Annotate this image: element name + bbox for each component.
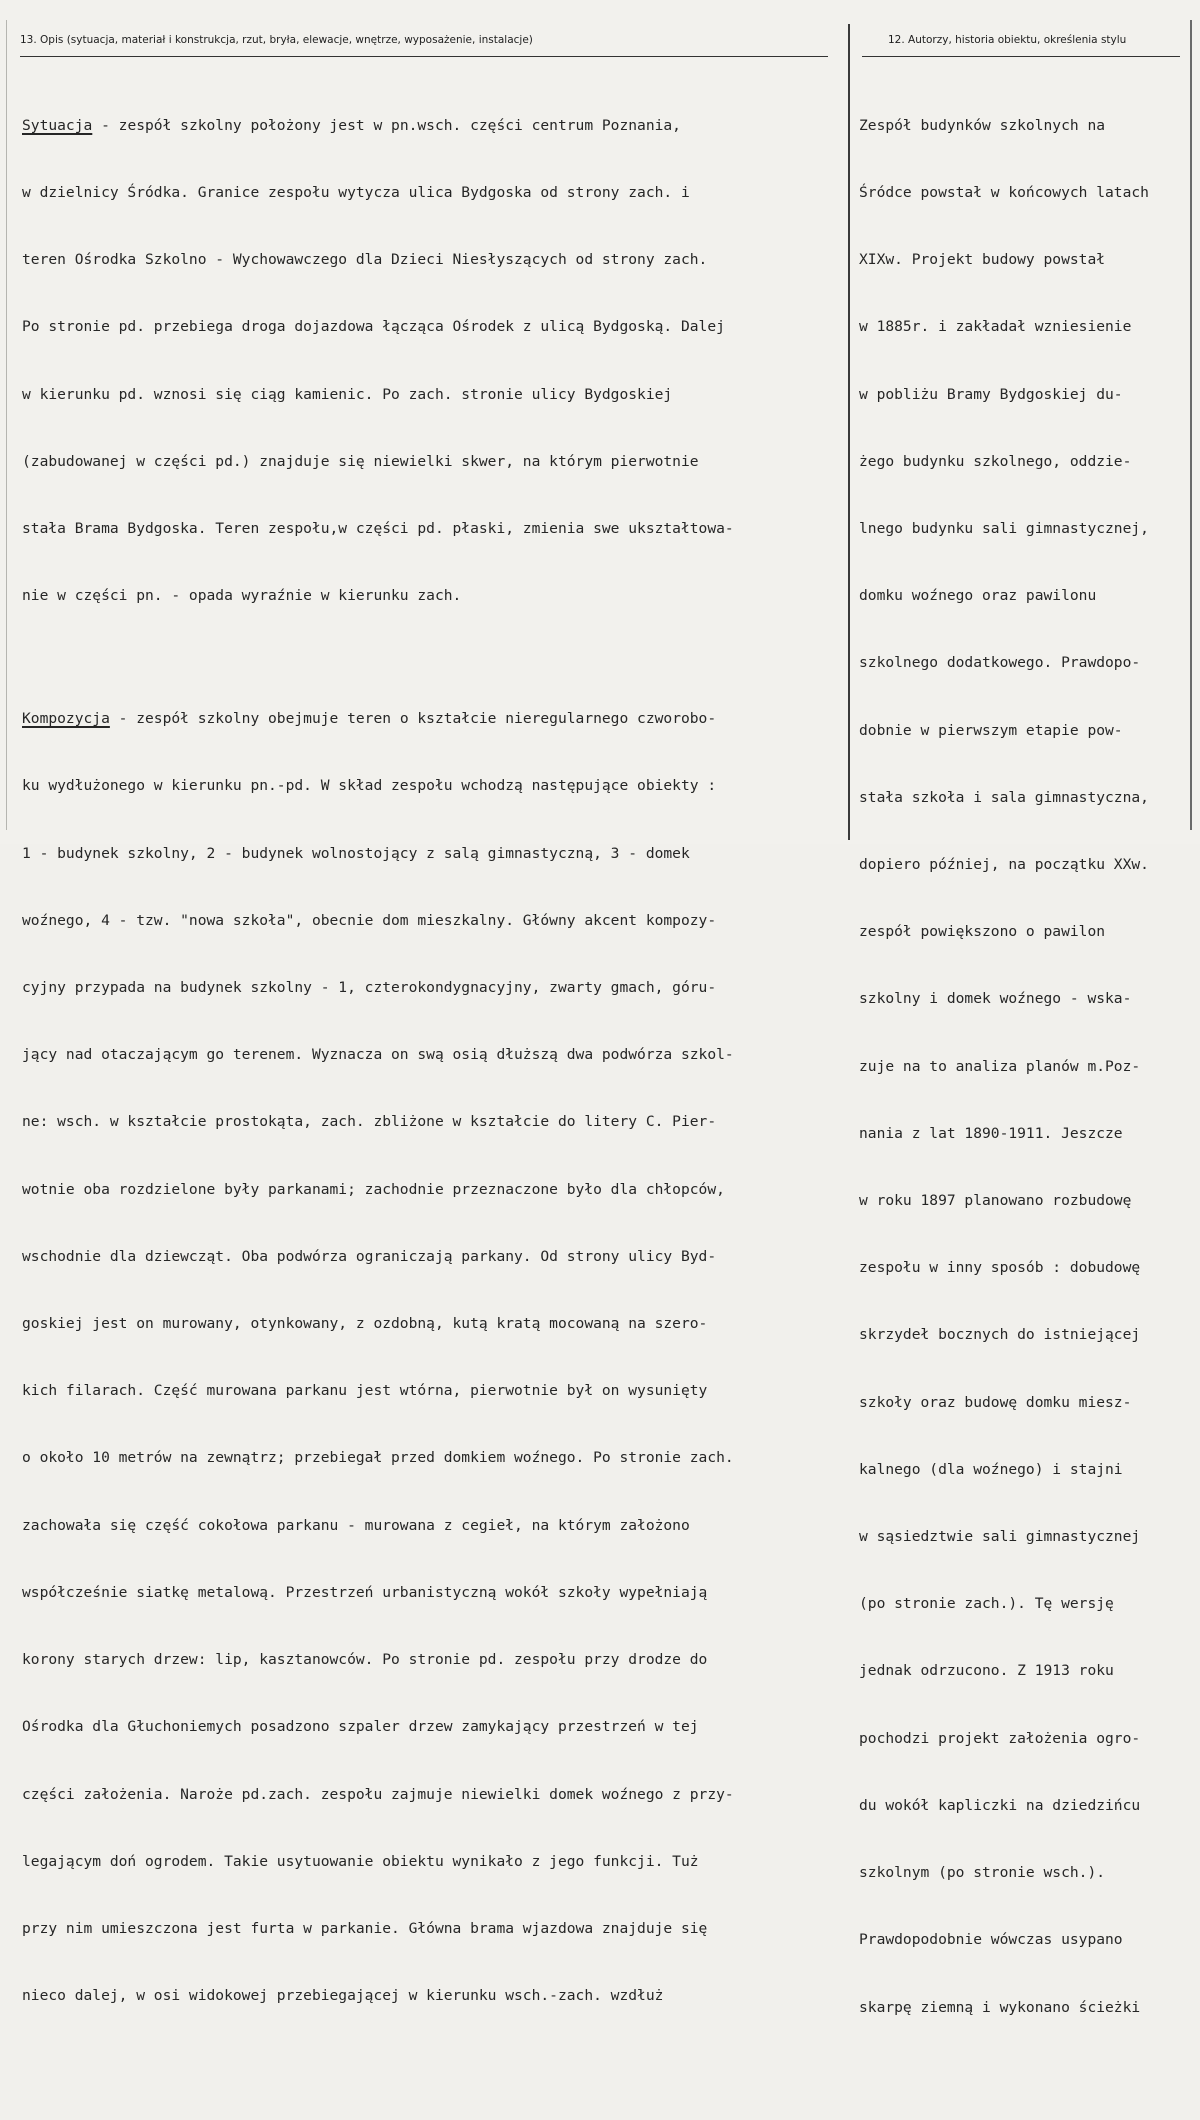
text-line: dopiero później, na początku XXw. [859,856,1149,874]
text-line: w sąsiedztwie sali gimnastycznej [859,1528,1141,1546]
header-rule-right [862,56,1180,57]
text-line: szkolny i domek woźnego - wska- [859,990,1132,1008]
text-line: w kierunku pd. wznosi się ciąg kamienic. Po zach. stronie ulicy Bydgoskiej [22,385,673,403]
text-line: XIXw. Projekt budowy powstał [859,251,1106,269]
composition-first-line: - zespół szkolny obejmuje teren o kształcie nieregularnego czworobo- [109,710,717,728]
text-line: szkolnego dodatkowego. Prawdopo- [859,654,1141,672]
text-line: Ośrodka dla Głuchoniemych posadzono szpaler drzew zamykający przestrzeń w tej [22,1718,699,1736]
description-column [22,70,734,2120]
text-line: Śródce powstał w końcowych latach [859,184,1149,202]
text-line: zachowała się część cokołowa parkanu - murowana z cegieł, na którym założono [22,1516,690,1534]
text-line: 1 - budynek szkolny, 2 - budynek wolnostojący z salą gimnastyczną, 3 - domek [22,844,690,862]
text-line: w pobliżu Bramy Bydgoskiej du- [859,385,1123,403]
text-line: szkolnym (po stronie wsch.). [859,1864,1106,1882]
page-edge-left [6,20,7,830]
text-line: ku wydłużonego w kierunku pn.-pd. W skład zespołu wchodzą następujące obiekty : [22,777,717,795]
text-line: domku woźnego oraz pawilonu [859,587,1097,605]
text-line: nania z lat 1890-1911. Jeszcze [859,1124,1123,1142]
text-line: kalnego (dla woźnego) i stajni [859,1460,1123,1478]
text-line: wschodnie dla dziewcząt. Oba podwórza ograniczają parkany. Od strony ulicy Byd- [22,1247,717,1265]
section-13-header: 13. Opis (sytuacja, materiał i konstrukcja, rzut, bryła, elewacje, wnętrze, wyposażenie, instalacje) [20,34,533,46]
text-line: w dzielnicy Śródka. Granice zespołu wytycza ulica Bydgoska od strony zach. i [22,184,690,202]
text-line: części założenia. Naroże pd.zach. zespołu zajmuje niewielki domek woźnego z przy- [22,1785,734,1803]
text-line: stała Brama Bydgoska. Teren zespołu,w części pd. płaski, zmienia swe ukształtowa- [22,520,734,538]
situation-keyword: Sytuacja [22,116,93,134]
text-line: szkoły oraz budowę domku miesz- [859,1393,1132,1411]
situation-first-line: - zespół szkolny położony jest w pn.wsch. części centrum Poznania, [92,116,681,134]
text-line: Po stronie pd. przebiega droga dojazdowa łącząca Ośrodek z ulicą Bydgoską. Dalej [22,318,725,336]
column-divider [848,24,850,840]
text-line: lnego budynku sali gimnastycznej, [859,520,1149,538]
text-line: (po stronie zach.). Tę wersję [859,1595,1114,1613]
section-12-header: 12. Autorzy, historia obiektu, określenia stylu [888,34,1127,46]
text-line: przy nim umieszczona jest furta w parkanie. Główna brama wjazdowa znajduje się [22,1919,708,1937]
text-line: Zespół budynków szkolnych na [859,116,1106,134]
text-line: żego budynku szkolnego, oddzie- [859,452,1132,470]
composition-keyword: Kompozycja [22,710,110,728]
page-edge-right [1190,20,1192,830]
text-line [22,2052,734,2074]
text-line [22,115,734,137]
text-line: goskiej jest on murowany, otynkowany, z ozdobną, kutą kratą mocowaną na szero- [22,1315,708,1333]
text-line: (zabudowanej w części pd.) znajduje się niewielki skwer, na którym pierwotnie [22,452,699,470]
text-line: ne: wsch. w kształcie prostokąta, zach. zbliżone w kształcie do litery C. Pier- [22,1113,717,1131]
text-line: Prawdopodobnie wówczas usypano [859,1931,1123,1949]
text-line: w 1885r. i zakładał wzniesienie [859,318,1132,336]
text-line: jący nad otaczającym go terenem. Wyznacza on swą osią dłuższą dwa podwórza szkol- [22,1046,734,1064]
text-line: woźnego, 4 - tzw. "nowa szkoła", obecnie dom mieszkalny. Główny akcent kompozy- [22,911,717,929]
text-line: dobnie w pierwszym etapie pow- [859,721,1123,739]
header-rule-left [20,56,828,57]
text-line: du wokół kapliczki na dziedzińcu [859,1796,1141,1814]
history-column [859,70,1149,2064]
text-line: skarpę ziemną i wykonano ścieżki [859,1998,1141,2016]
text-line: korony starych drzew: lip, kasztanowców. Po stronie pd. zespołu przy drodze do [22,1651,708,1669]
text-line: zuje na to analiza planów m.Poz- [859,1057,1141,1075]
text-line: legającym doń ogrodem. Takie usytuowanie obiektu wynikało z jego funkcji. Tuż [22,1852,699,1870]
text-line: cyjny przypada na budynek szkolny - 1, czterokondygnacyjny, zwarty gmach, góru- [22,979,717,997]
text-line: nie w części pn. - opada wyraźnie w kierunku zach. [22,587,462,605]
text-line: wotnie oba rozdzielone były parkanami; zachodnie przeznaczone było dla chłopców, [22,1180,725,1198]
text-line: teren Ośrodka Szkolno - Wychowawczego dla Dzieci Niesłyszących od strony zach. [22,251,708,269]
text-line: współcześnie siatkę metalową. Przestrzeń urbanistyczną wokół szkoły wypełniają [22,1583,708,1601]
text-line: kich filarach. Część murowana parkanu jest wtórna, pierwotnie był on wysunięty [22,1382,708,1400]
paragraph-gap [22,652,734,663]
text-line: pochodzi projekt założenia ogro- [859,1729,1141,1747]
text-line: o około 10 metrów na zewnątrz; przebiegał przed domkiem woźnego. Po stronie zach. [22,1449,734,1467]
text-line: w roku 1897 planowano rozbudowę [859,1192,1132,1210]
text-line: zespół powiększono o pawilon [859,923,1106,941]
text-line: nieco dalej, w osi widokowej przebiegającej w kierunku wsch.-zach. wzdłuż [22,1987,664,2005]
text-line: skrzydeł bocznych do istniejącej [859,1326,1141,1344]
text-line: stała szkoła i sala gimnastyczna, [859,788,1149,806]
text-line [22,708,734,730]
text-line: jednak odrzucono. Z 1913 roku [859,1662,1114,1680]
text-line: zespołu w inny sposób : dobudowę [859,1259,1141,1277]
